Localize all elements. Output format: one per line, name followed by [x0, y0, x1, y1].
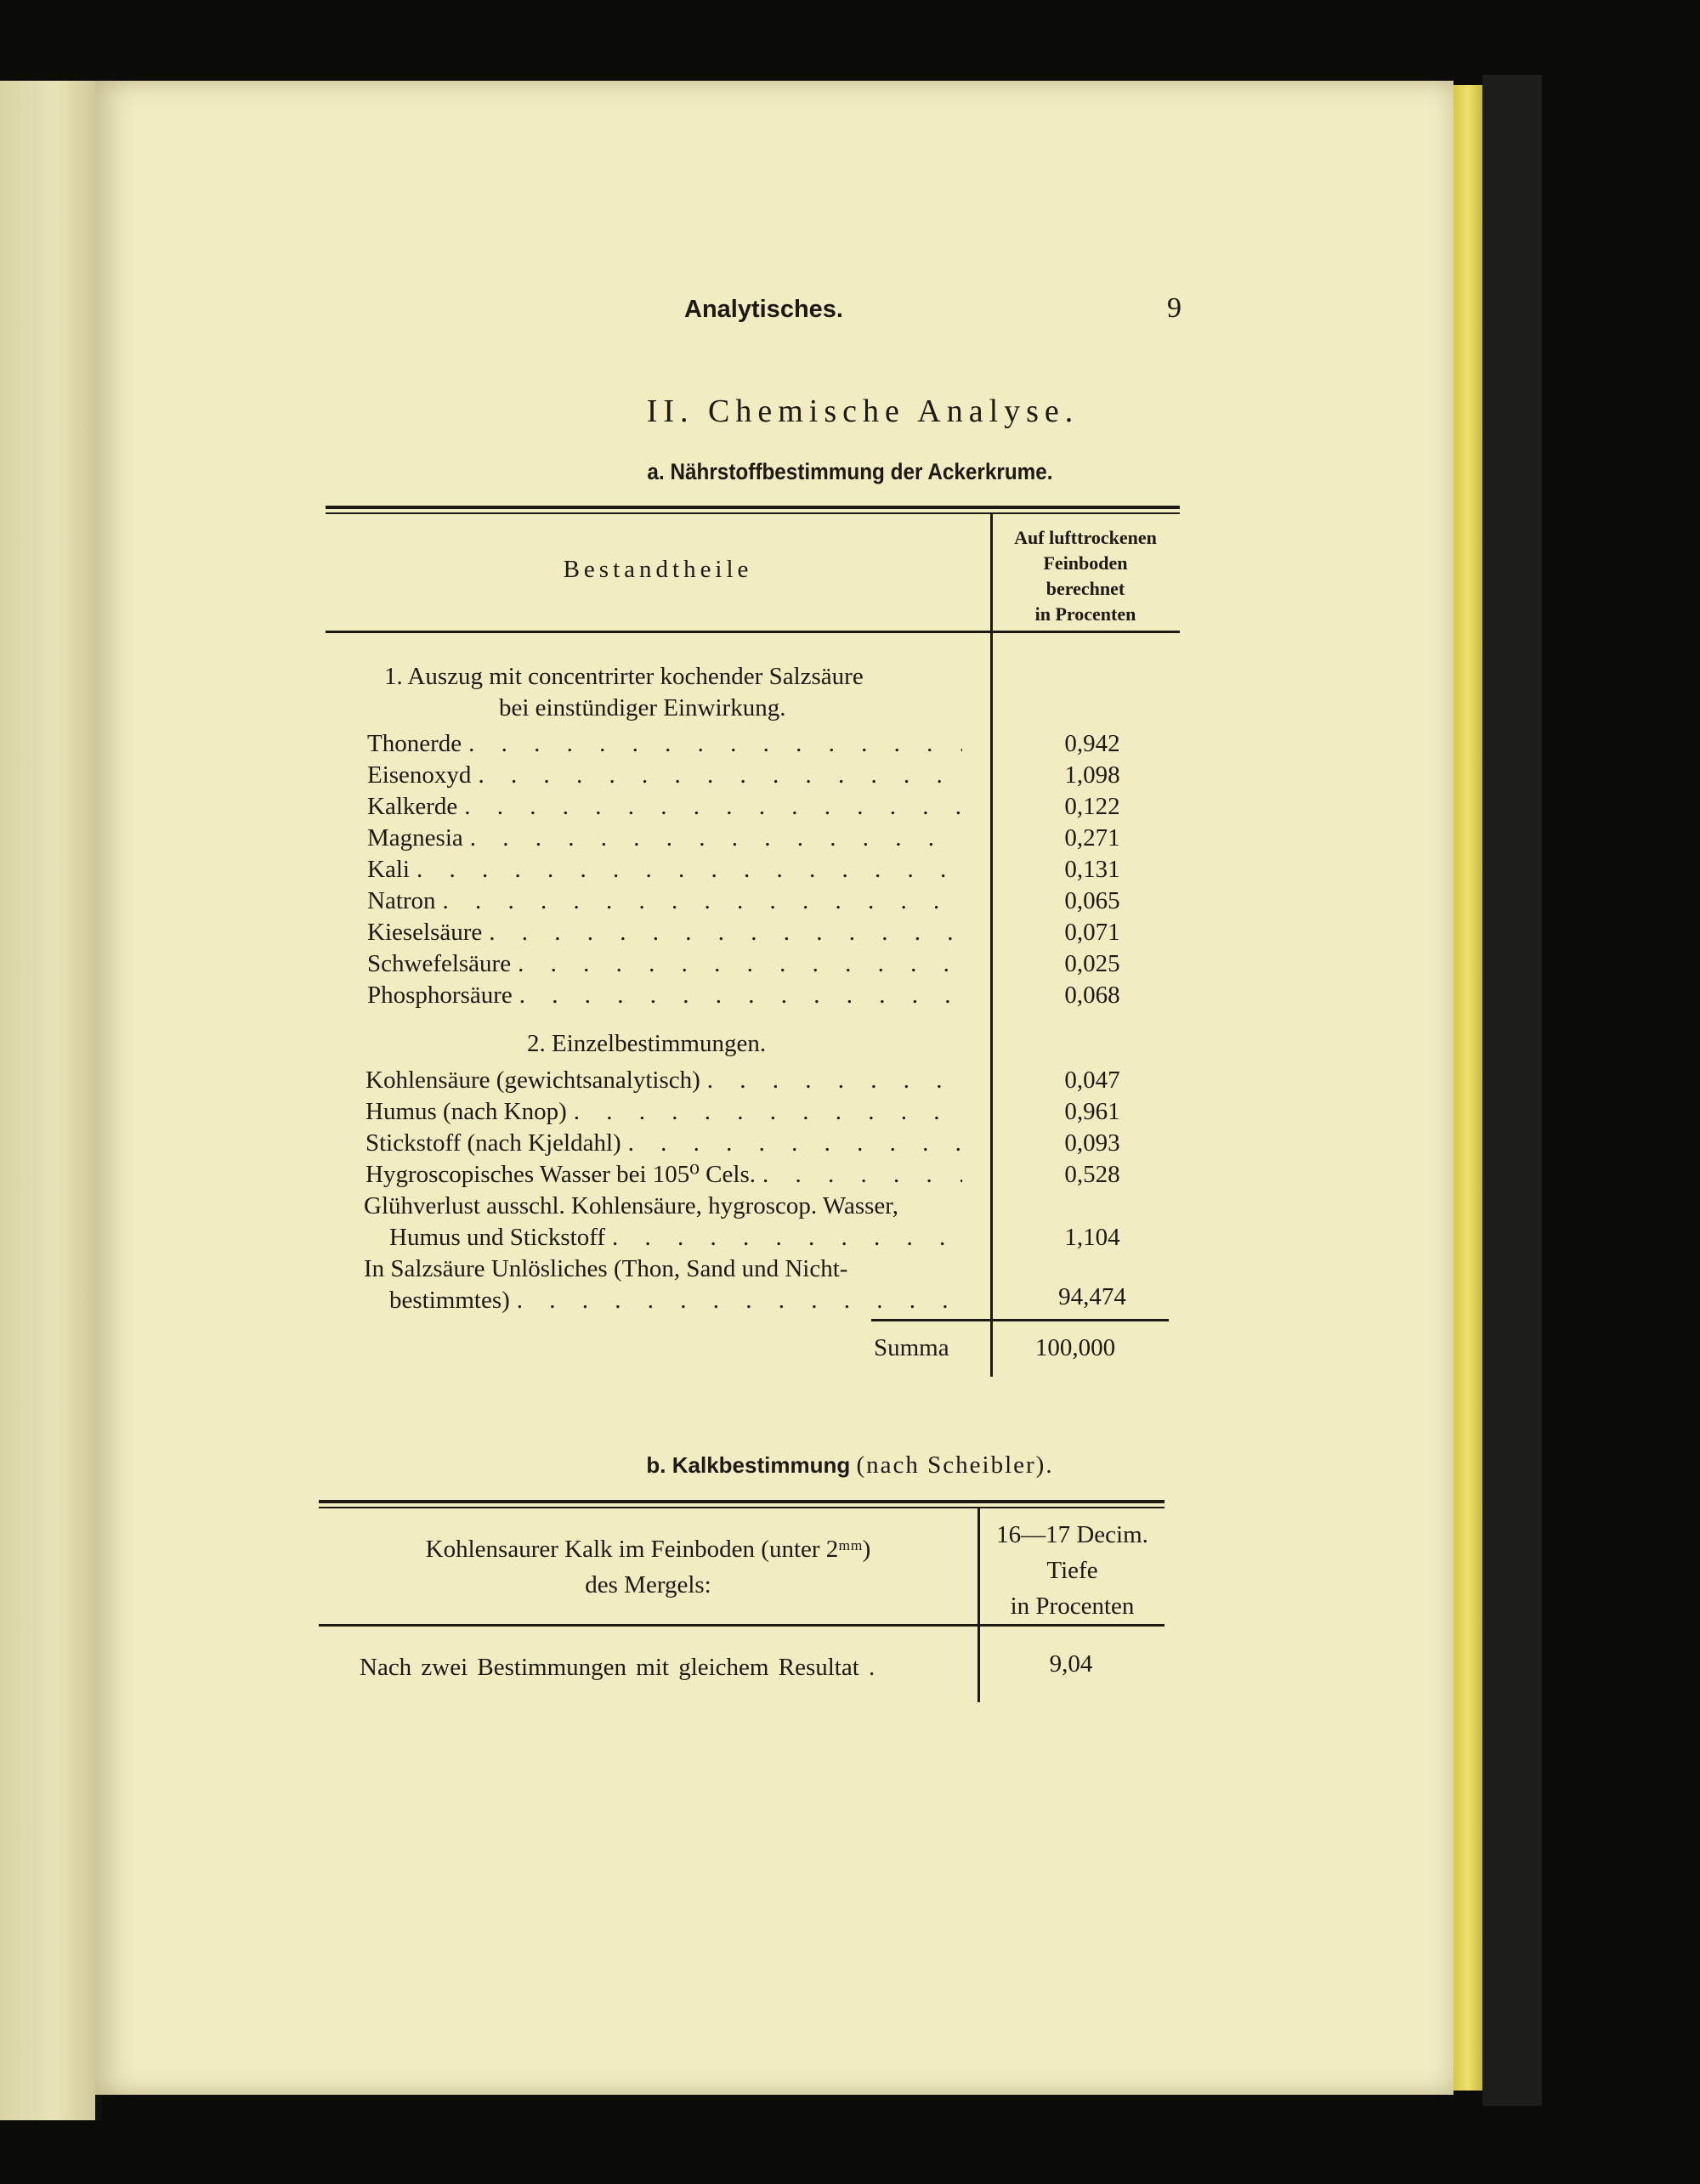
- table-a-top-rule-thin: [326, 512, 1180, 514]
- table-row: [366, 1128, 962, 1159]
- sum-value: 100,000: [1034, 1334, 1116, 1361]
- table-b-value-header-line: Tiefe: [1046, 1557, 1098, 1584]
- table-b-title-bold: b. Kalkbestimmung: [646, 1452, 851, 1478]
- table-row: [367, 854, 962, 885]
- row-label: Eisenoxyd: [367, 761, 472, 789]
- row-value: 0,071: [1064, 919, 1120, 946]
- row-value: 0,068: [1064, 982, 1120, 1009]
- row-label: Hygroscopisches Wasser bei 105⁰ Cels.: [366, 1161, 756, 1188]
- table-a-sum-rule: [871, 1319, 1169, 1321]
- row-label: Kieselsäure: [367, 919, 483, 946]
- column-header-bestandtheile: Bestandtheile: [563, 556, 753, 583]
- multiline-row-label: In Salzsäure Unlösliches (Thon, Sand und Nicht-: [364, 1255, 848, 1282]
- row-value: 0,122: [1064, 793, 1120, 820]
- row-label: Natron: [367, 887, 436, 914]
- left-page-edge: [0, 81, 102, 2120]
- column-header-value-line: in Procenten: [1034, 603, 1136, 625]
- sum-label: Summa: [874, 1334, 949, 1361]
- table-a-column-divider: [990, 514, 993, 1377]
- table-b-column-header-line: Kohlensaurer Kalk im Feinboden (unter 2ᵐᵐ): [425, 1536, 871, 1563]
- table-b-value-header: [980, 1517, 1164, 1624]
- book-cover: [1482, 75, 1542, 2106]
- row-value: 1,104: [1064, 1224, 1120, 1251]
- table-b-header-rule: [319, 1624, 1164, 1627]
- column-header-value-line: berechnet: [1046, 578, 1125, 599]
- table-row: [367, 728, 962, 760]
- section-title: II. Chemische Analyse.: [646, 393, 1080, 429]
- column-header-value-line: Feinboden: [1043, 552, 1128, 574]
- table-row: [366, 1096, 962, 1128]
- row-value: 0,065: [1064, 887, 1120, 914]
- row-label: Phosphorsäure: [367, 982, 513, 1009]
- row-value: 1,098: [1064, 761, 1120, 789]
- row-label: Kali: [367, 856, 410, 883]
- table-row: [367, 917, 962, 948]
- row-label: Humus und Stickstoff: [389, 1224, 606, 1251]
- row-value: 0,961: [1064, 1098, 1120, 1125]
- row-label: Kalkerde: [367, 793, 458, 820]
- running-head: Analytisches.: [684, 296, 843, 323]
- row-value: 94,474: [1058, 1283, 1126, 1310]
- table-row: [367, 760, 962, 791]
- table-row: [367, 948, 962, 980]
- row-label: Humus (nach Knop): [366, 1098, 567, 1125]
- table-b-title: [0, 1451, 1700, 1480]
- row-value: 0,271: [1064, 824, 1120, 852]
- page-number: 9: [1167, 292, 1182, 324]
- page-block-edge: [1454, 85, 1482, 2091]
- row-value: 0,942: [1064, 730, 1120, 757]
- row-value: 0,528: [1064, 1161, 1120, 1188]
- table-row: [367, 885, 962, 917]
- table-b-top-rule: [319, 1500, 1164, 1503]
- column-header-value: [993, 525, 1178, 627]
- row-value: 0,047: [1064, 1067, 1120, 1094]
- table-b-value-header-line: in Procenten: [1010, 1593, 1135, 1620]
- table-row: [366, 1159, 962, 1191]
- table-a-top-rule: [326, 506, 1180, 509]
- table-b-value-header-line: 16—17 Decim.: [996, 1521, 1148, 1548]
- table-b-row-value: 9,04: [1049, 1650, 1093, 1678]
- table-b-top-rule-thin: [319, 1507, 1164, 1508]
- table-row: [366, 1065, 962, 1096]
- row-label: Stickstoff (nach Kjeldahl): [366, 1129, 621, 1157]
- group1-heading: bei einstündiger Einwirkung.: [499, 694, 786, 721]
- group1-heading: 1. Auszug mit concentrirter kochender Salzsäure: [384, 663, 864, 690]
- table-row: [389, 1285, 962, 1316]
- table-b-column-header-line: des Mergels:: [585, 1571, 711, 1598]
- table-row: [367, 791, 962, 823]
- row-label: Magnesia: [367, 824, 463, 852]
- table-row: [367, 980, 962, 1011]
- table-b-row-label: Nach zwei Bestimmungen mit gleichem Resultat .: [360, 1654, 876, 1681]
- row-label: Thonerde: [367, 730, 462, 757]
- table-b-column-header: [319, 1531, 978, 1603]
- table-b-title-rest: (nach Scheibler).: [856, 1451, 1054, 1479]
- table-a-title: a. Nährstoffbestimmung der Ackerkrume.: [647, 459, 1053, 484]
- table-row: [389, 1222, 962, 1253]
- row-label: Schwefelsäure: [367, 950, 512, 977]
- table-row: [367, 823, 962, 854]
- multiline-row-label: Glühverlust ausschl. Kohlensäure, hygroscop. Wasser,: [364, 1192, 899, 1219]
- row-label: bestimmtes): [389, 1287, 510, 1314]
- column-header-value-line: Auf lufttrockenen: [1014, 527, 1157, 548]
- row-value: 0,093: [1064, 1129, 1120, 1157]
- row-value: 0,025: [1064, 950, 1120, 977]
- row-label: Kohlensäure (gewichtsanalytisch): [366, 1067, 700, 1094]
- table-a-header-rule: [326, 631, 1180, 633]
- group2-heading: 2. Einzelbestimmungen.: [527, 1030, 767, 1057]
- row-value: 0,131: [1064, 856, 1120, 883]
